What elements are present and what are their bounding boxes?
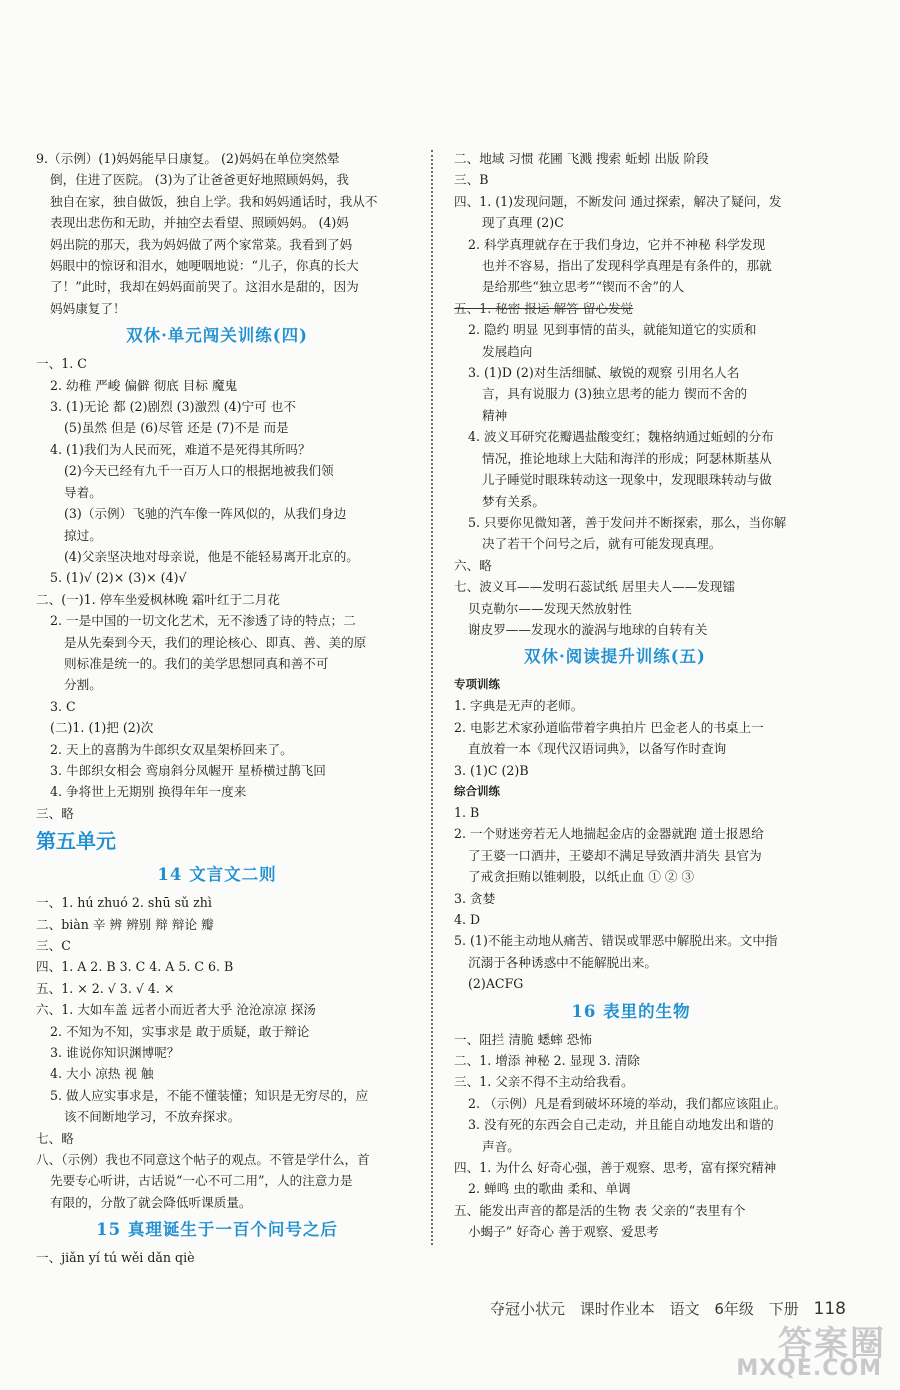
right-line: 现了真理 (2)C xyxy=(482,215,564,231)
left-line: (5)虽然 但是 (6)尽管 还是 (7)不是 而是 xyxy=(64,420,289,436)
right-line: 五、能发出声音的都是活的生物 表 父亲的“表里有个 xyxy=(454,1202,746,1218)
right-line: 3. 没有死的东西会自己走动，并且能自动地发出和谐的 xyxy=(468,1117,774,1133)
left-line: 9.（示例）(1)妈妈能早日康复。 (2)妈妈在单位突然晕 xyxy=(36,151,340,166)
column-divider xyxy=(431,150,433,1245)
right-line: 综合训练 xyxy=(454,783,500,798)
left-line: 二、(一)1. 停车坐爱枫林晚 霜叶红于二月花 xyxy=(36,591,280,607)
right-line: 3. (1)C (2)B xyxy=(454,762,529,778)
left-line: 第五单元 xyxy=(36,829,116,854)
left-line: 4. (1)我们为人民而死，难道不是死得其所吗？ xyxy=(50,441,311,457)
left-line: 三、C xyxy=(36,938,71,953)
footer-volume: 下册 xyxy=(768,1300,799,1318)
left-line: (4)父亲坚决地对母亲说，他是不能轻易离开北京的。 xyxy=(64,548,359,564)
left-line: 2. 幼稚 严峻 偏僻 彻底 目标 魔鬼 xyxy=(50,377,238,393)
right-line: 2. 一个财迷旁若无人地揣起金店的金器就跑 道士报恩给 xyxy=(454,826,764,842)
left-line: 3. 牛郎织女相会 鸾扇斜分凤幄开 星桥横过鹊飞回 xyxy=(50,762,326,778)
left-line: 5. (1)√ (2)× (3)× (4)√ xyxy=(50,570,187,586)
left-line: 有限的，分散了就会降低听课质量。 xyxy=(50,1194,252,1210)
left-line: 六、1. 大如车盖 远者小而近者大乎 沧沧凉凉 探汤 xyxy=(36,1002,316,1018)
left-line: 独自在家，独自做饭，独自上学。我和妈妈通话时，我从不 xyxy=(50,193,378,209)
right-line: 声音。 xyxy=(482,1138,520,1154)
left-line: 妈出院的那天，我为妈妈做了两个家常菜。我看到了妈 xyxy=(50,236,353,252)
footer-book: 课时作业本 xyxy=(579,1300,655,1318)
left-line: 妈眼中的惊讶和泪水，她哽咽地说：“儿子，你真的长大 xyxy=(50,258,359,274)
right-line: 一、阻拦 清脆 蟋蟀 恐怖 xyxy=(454,1031,592,1047)
right-line: 二、1. 增添 神秘 2. 显现 3. 清除 xyxy=(454,1053,641,1069)
left-line: 2. 不知为不知，实事求是 敢于质疑，敢于辩论 xyxy=(50,1023,310,1039)
right-line: 三、1. 父亲不得不主动给我看。 xyxy=(454,1074,634,1090)
right-line: 梦有关系。 xyxy=(482,493,545,509)
left-line: 则标准是统一的。我们的美学思想同真和善不可 xyxy=(64,655,329,671)
right-line: 言，具有说服力 (3)独立思考的能力 锲而不舍的 xyxy=(482,386,748,402)
left-line: 2. 一是中国的一切文化艺术，无不渗透了诗的特点；二 xyxy=(50,613,356,629)
left-line: 倒，住进了医院。 (3)为了让爸爸更好地照顾妈妈，我 xyxy=(50,172,349,188)
right-line: 16 表里的生物 xyxy=(571,1001,691,1021)
left-line: (2)今天已经有九千一百万人口的根据地被我们领 xyxy=(64,463,334,479)
left-line: 3. 谁说你知识渊博呢？ xyxy=(50,1045,180,1061)
left-line: 五、1. × 2. √ 3. √ 4. × xyxy=(36,980,175,996)
right-line: 精神 xyxy=(482,407,508,423)
left-line: 七、略 xyxy=(36,1130,74,1146)
left-line: 一、1. hú zhuó 2. shū sǔ zhì xyxy=(36,895,212,911)
page-number: 118 xyxy=(813,1299,846,1319)
watermark-url: MXQE.COM xyxy=(736,1356,882,1381)
left-line: 2. 天上的喜鹊为牛郎织女双星架桥回来了。 xyxy=(50,741,293,757)
left-line: 15 真理诞生于一百个问号之后 xyxy=(96,1220,338,1240)
right-line: 专项训练 xyxy=(454,677,500,692)
left-line: 掠过。 xyxy=(64,527,102,543)
right-line: 沉溺于各种诱惑中不能解脱出来。 xyxy=(468,954,657,970)
right-line: 了戒贪拒贿以锥刺股，以纸止血 ① ② ③ xyxy=(468,869,695,885)
right-line: 七、波义耳——发明石蕊试纸 居里夫人——发现镭 xyxy=(454,579,736,595)
right-line: 5. (1)不能主动地从痛苦、错误或罪恶中解脱出来。文中指 xyxy=(454,933,778,949)
right-line: 双休·阅读提升训练(五) xyxy=(524,647,706,667)
right-line: 5. 只要你见微知著，善于发问并不断探索，那么，当你解 xyxy=(468,514,787,530)
right-line: 2. 科学真理就存在于我们身边，它并不神秘 科学发现 xyxy=(468,236,766,252)
right-line: 四、1. 为什么 好奇心强，善于观察、思考，富有探究精神 xyxy=(454,1160,777,1176)
right-line: 四、1. (1)发现问题，不断发问 通过探索，解决了疑问，发 xyxy=(454,193,782,209)
watermark-logo: 答案圈 xyxy=(778,1324,886,1364)
left-line: 双休·单元闯关训练(四) xyxy=(126,326,308,346)
left-line: 5. 做人应实事求是，不能不懂装懂；知识是无穷尽的，应 xyxy=(50,1087,369,1103)
left-line: 4. 争将世上无期别 换得年年一度来 xyxy=(50,784,247,800)
right-line: (2)ACFG xyxy=(468,976,524,992)
left-line: 一、jiǎn yí tú wěi dǎn qiè xyxy=(36,1250,195,1266)
right-line: 3. 贪婪 xyxy=(454,890,496,906)
left-line: 3. C xyxy=(50,698,76,714)
right-line: 了王婆一口酒井，王婆却不满足导致酒井消失 县官为 xyxy=(468,847,762,863)
left-line: (3)（示例）飞驰的汽车像一阵风似的，从我们身边 xyxy=(64,506,347,522)
left-line: 三、略 xyxy=(36,805,74,821)
right-line: 1. B xyxy=(454,804,480,820)
left-line: 是从先秦到今天，我们的理论核心、即真、善、美的原 xyxy=(64,634,367,650)
right-line: 发展趋向 xyxy=(482,343,533,359)
left-line: 导着。 xyxy=(64,484,102,500)
left-line: (二)1. (1)把 (2)次 xyxy=(50,720,154,736)
right-line: 直放着一本《现代汉语词典》，以备写作时查询 xyxy=(468,741,727,757)
right-line: 4. 波义耳研究花瓣遇盐酸变红；魏格纳通过蚯蚓的分布 xyxy=(468,429,774,445)
right-line: 2. （示例）凡是看到破坏环境的举动，我们都应该阻止。 xyxy=(468,1095,787,1111)
right-line: 3. (1)D (2)对生活细腻、敏锐的观察 引用名人名 xyxy=(468,365,740,381)
right-line: 六、略 xyxy=(454,557,492,573)
right-line: 2. 电影艺术家孙道临带着字典拍片 巴金老人的书桌上一 xyxy=(454,719,764,735)
right-line: 2. 蝉鸣 虫的歌曲 柔和、单调 xyxy=(468,1181,631,1197)
left-line: 四、1. A 2. B 3. C 4. A 5. C 6. B xyxy=(36,959,234,975)
left-column xyxy=(36,148,398,1269)
left-line: 了！”此时，我却在妈妈面前哭了。这泪水是甜的，因为 xyxy=(50,279,359,295)
left-line: 3. (1)无论 都 (2)剧烈 (3)激烈 (4)宁可 也不 xyxy=(50,399,296,415)
right-line: 4. D xyxy=(454,912,481,927)
right-line: 也并不容易，指出了发现科学真理是有条件的，那就 xyxy=(482,258,772,274)
footer-grade: 6年级 xyxy=(714,1300,754,1318)
left-line: 一、1. C xyxy=(36,356,87,372)
right-line: 情况，推论地球上大陆和海洋的形成；阿瑟林斯基从 xyxy=(482,450,772,466)
right-line: 是给那些“独立思考”“锲而不舍”的人 xyxy=(482,279,685,295)
left-line: 先要专心听讲，古话说“一心不可二用”，人的注意力是 xyxy=(50,1173,353,1189)
left-line: 表现出悲伤和无助，并抽空去看望、照顾妈妈。 (4)妈 xyxy=(50,215,349,231)
right-line: 贝克勒尔——发现天然放射性 xyxy=(468,600,632,616)
right-line: 决了若干个问号之后，就有可能发现真理。 xyxy=(482,536,722,552)
right-line: 1. 字典是无声的老师。 xyxy=(454,698,584,714)
left-line: 八、（示例）我也不同意这个帖子的观点。不管是学什么，首 xyxy=(36,1152,370,1168)
footer-brand: 夺冠小状元 xyxy=(490,1300,566,1318)
right-line: 儿子睡觉时眼珠转动这一现象中，发现眼珠转动与做 xyxy=(482,472,772,488)
left-line: 妈妈康复了！ xyxy=(50,300,126,316)
right-line: 二、地域 习惯 花圃 飞溅 搜索 蚯蚓 出版 阶段 xyxy=(454,151,709,166)
right-line: 五、1. 秘密 报运 解答 留心发觉 xyxy=(454,300,634,316)
left-line: 14 文言文二则 xyxy=(157,865,277,885)
right-column xyxy=(454,148,808,1243)
right-line: 谢皮罗——发现水的漩涡与地球的自转有关 xyxy=(468,621,708,637)
right-line: 三、B xyxy=(454,172,489,188)
left-line: 4. 大小 凉热 视 触 xyxy=(50,1066,154,1082)
left-line: 二、biàn 辛 辨 辨别 辩 辩论 瓣 xyxy=(36,916,214,932)
left-line: 该不间断地学习，不放弃探求。 xyxy=(64,1109,241,1125)
footer-subject: 语文 xyxy=(669,1300,700,1318)
right-line: 2. 隐约 明显 见到事情的苗头，就能知道它的实质和 xyxy=(468,322,757,338)
right-line: 小蝎子” 好奇心 善于观察、爱思考 xyxy=(468,1224,659,1240)
left-line: 分割。 xyxy=(64,677,102,693)
